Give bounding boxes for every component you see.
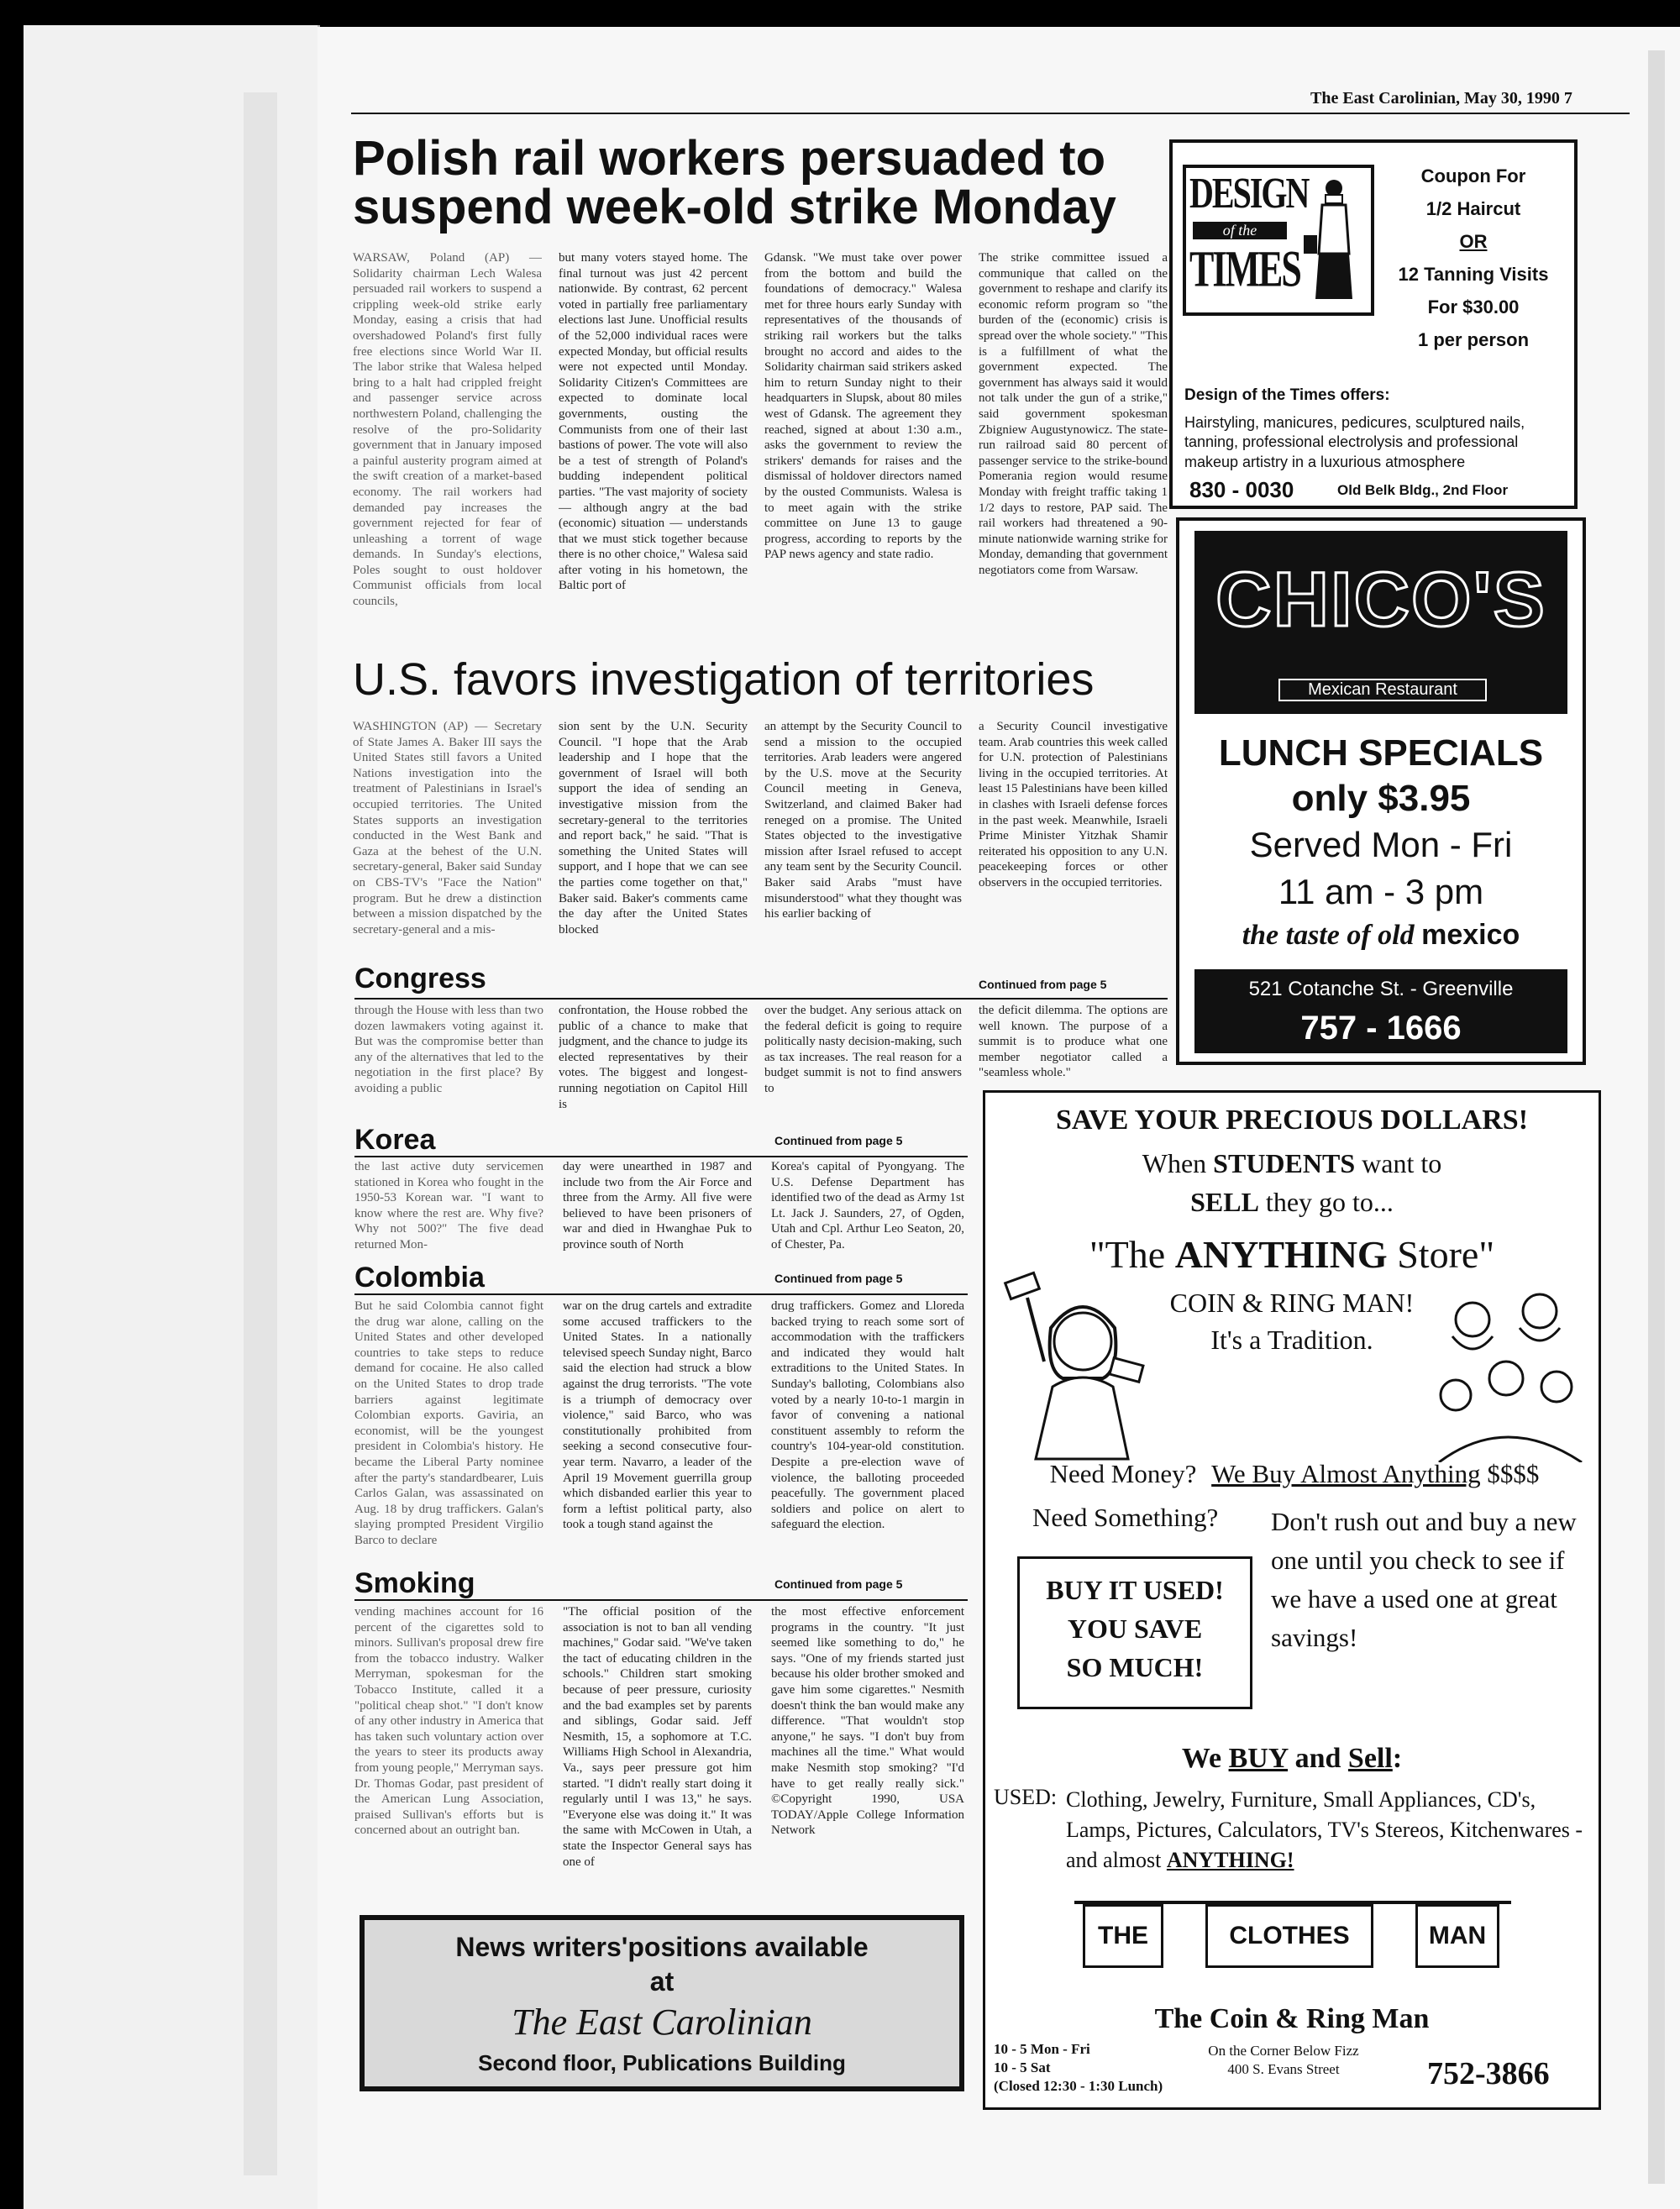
- binding-shadow: [244, 92, 277, 2175]
- congress-continued: Continued from page 5: [979, 978, 1107, 991]
- chicos-phone: 757 - 1666: [1300, 1010, 1462, 1047]
- colombia-col-1: But he said Colombia cannot fight the drug war alone, calling on the United States and other developed countries to take steps to reduce demand for cocaine. He also called on the United States to drop trade barriers against legitimate Colombian exports. Gaviria, an economist, will be the youngest president in Colombia's history. He became the Liberal Party nominee after the party's standardbearer, Luis Carlos Galan, was assassinated on Aug. 18 by drug traffickers. Galan's slaying prompted President Virgilio Barco to declare: [354, 1299, 543, 1547]
- smoking-heading: Smoking: [354, 1567, 475, 1599]
- loc-1: On the Corner Below Fizz: [1208, 2043, 1359, 2059]
- taste-mexico: mexico: [1421, 919, 1520, 951]
- rail-col-4: The strike committee issued a communique that called on the government to reshape and clarify its economic reform program so "the burden of the (economic) crisis is spread over the whole society." "This is a fulfillment of what the government expected. The government has always said it would not talk under the gun of a strike," said government spokesman Zbigniew Augustynowicz. The state-run railroad said 80 percent of passenger service to the strike-bound Pomerania region would resume Monday with freight traffic taking 1 1/2 days to restore, PAP said. The rail workers had threatened a 90-minute nationwide warning strike for Monday, demanding that government negotiators come from Warsaw.: [979, 251, 1168, 577]
- design-logo-top: DESIGN: [1189, 168, 1309, 218]
- design-logo-mid: of the: [1193, 222, 1287, 239]
- store-a: "The: [1089, 1233, 1166, 1276]
- rail-col-2: but many voters stayed home. The final turnout was just 42 percent nationwide. By contrast, 62 percent voted in partially free parliamentary elections last June. Unofficial results of the 52,000 individual races were expected Monday, but official results were not expected until Monday. Solidarity Citizen's Committees are expected to dominate local governments, ousting the Communists from one of their last bastions of power. The vote will also be a test of strength of Poland's budding independent political parties. "The vast majority of society — although angry at the bad (economic) situation — understands that we must stick together because there is no other choice," Walesa said after voting in his hometown, the Baltic port of: [559, 251, 748, 593]
- coin-ring-name: The Coin & Ring Man: [1154, 2003, 1430, 2034]
- taste-line: [1179, 919, 1583, 952]
- coupon-line-6: 1 per person: [1417, 329, 1530, 350]
- chicos-logo: CHICO'S: [1215, 557, 1546, 643]
- students-a: When: [1142, 1148, 1207, 1178]
- us-headline: U.S. favors investigation of territories: [353, 654, 1095, 705]
- writers-line-3: The East Carolinian: [512, 2002, 812, 2043]
- sell-a: SELL: [1190, 1187, 1259, 1217]
- smoking-col-1: vending machines account for 16 percent of the cigarettes sold to minors. Sullivan's proposal drew fire from the tobacco industry. Walker Merryman, spokesman for the Tobacco Institute, called it a "political cheap shot." "I don't know of any other industry in America that has taken such voluntary action over the years to steer its products away from young people," Merryman says. Dr. Thomas Godar, past president of the American Lung Association, praised Sullivan's efforts but is concerned about an outright ban.: [354, 1605, 543, 1838]
- hours-1: 10 - 5 Mon - Fri: [994, 2041, 1090, 2057]
- store-hours: [994, 2040, 1163, 2096]
- coupon-line-5: For $30.00: [1427, 296, 1520, 317]
- colombia-col-3: drug traffickers. Gomez and Lloreda backed trying to reach some sort of accommodation with the traffickers and indicated they would halt extraditions to the United States. In Sunday's balloting, Colombians also voted by a nearly 10-to-1 margin in favor of convening a national constituent assembly to reform the country's 104-year-old constitution. Despite a pre-election wave of violence, the balloting proceeded peacefully. The government placed soldiers and police on alert to safeguard the election.: [771, 1299, 964, 1532]
- served-hours: 11 am - 3 pm: [1278, 872, 1484, 911]
- sell-line: [985, 1187, 1599, 1218]
- writers-line-4: Second floor, Publications Building: [478, 2050, 846, 2075]
- korea-col-1: the last active duty servicemen stationed in Korea who fought in the 1950-53 Korean war. "I want to know where the rest are. Why five? Why not 500?" The five dead returned Mon-: [354, 1160, 543, 1251]
- buysell-c: and: [1294, 1743, 1341, 1774]
- design-address: Old Belk Bldg., 2nd Floor: [1337, 482, 1509, 498]
- smoking-continued: Continued from page 5: [774, 1577, 903, 1591]
- design-phone: 830 - 0030: [1189, 477, 1294, 502]
- congress-heading: Congress: [354, 963, 486, 994]
- hours-2: 10 - 5 Sat: [994, 2059, 1051, 2075]
- banner-the: THE: [1083, 1904, 1163, 1968]
- congress-col-4: the deficit dilemma. The options are well known. The purpose of a summit is to produce what one member negotiator called a "seamless whole.": [979, 1004, 1168, 1080]
- buy-used-1: BUY IT USED!: [1046, 1575, 1224, 1605]
- anything-store-ad: [983, 1090, 1601, 2110]
- chicos-footer: [1194, 969, 1567, 1053]
- korea-heading: Korea: [354, 1124, 436, 1156]
- congress-col-1: through the House with less than two dozen lawmakers voting against it. But was the compromise better than any of the alternatives that led to the negotiation in the first place? By avoiding a public: [354, 1004, 543, 1095]
- rail-col-3: Gdansk. "We must take over power from the bottom and build the foundations of democracy." Walesa met for three hours early Sunday with representatives of the thousands of striking rail workers but the talks brought no accord and aides to the Solidarity chairman said strikers asked him to return Sunday night to their headquarters in Slupsk, about 80 miles west of Gdansk. The agreement they reached, signed at about 1:30 a.m., asks the government to review the strikers' demands for raises and the dismissal of holdover directors named by the ousted Communists. Walesa is to meet again with the strike committee on June 13 to gauge progress, according to reports by the PAP news agency and state radio.: [764, 251, 962, 562]
- design-offers: Hairstyling, manicures, pedicures, sculptured nails, tanning, professional electrolysis and professional makeup artistry in a luxurious atmosphere: [1184, 414, 1525, 470]
- sell-b: they go to...: [1265, 1187, 1394, 1217]
- students-c: want to: [1362, 1148, 1442, 1178]
- page-edge: [1648, 50, 1665, 2184]
- used-label: USED:: [994, 1785, 1058, 1809]
- colombia-col-2: war on the drug cartels and extradite some accused traffickers to the United States. In a nationally televised speech Sunday night, Barco said the election had struck a blow against the drug terrorists. "The vote is a triumph of democracy over violence," said Barco, who was constitutionally prohibited from seeking a second consecutive four-year term. Navarro, a leader of the April 19 Movement guerrilla group which disbanded earlier this year to form a leftist political party, also took a tough stand against the: [563, 1299, 752, 1532]
- buysell-a: We: [1181, 1743, 1222, 1774]
- taste-text: the taste of old: [1242, 920, 1415, 951]
- design-coupon: [1374, 160, 1572, 356]
- need-money-line: [990, 1459, 1599, 1489]
- colombia-rule: [354, 1293, 968, 1295]
- news-writers-ad: [360, 1915, 964, 2091]
- design-logo-bottom: TIMES: [1189, 239, 1300, 298]
- store-location: [1187, 2042, 1380, 2079]
- smoking-col-3: the most effective enforcement programs in the country. "It just seemed like something to do," he says. "One of my friends started just because his older brother smoked and gave him some cigarettes." Nesmith doesn't think the ban would make any difference. "That wouldn't stop anyone," he says. "I don't buy from machines all the time." What would make Nesmith stop smoking? "I'd have to get really really sick." ©Copyright 1990, USA TODAY/Apple College Information Network: [771, 1605, 964, 1838]
- buy-used-3: SO MUCH!: [1066, 1652, 1204, 1682]
- coupon-line-1: Coupon For: [1420, 165, 1526, 186]
- design-of-the-times-ad: [1169, 139, 1578, 509]
- buysell-b: BUY: [1228, 1743, 1289, 1774]
- save-dollars: SAVE YOUR PRECIOUS DOLLARS!: [1055, 1104, 1529, 1136]
- buy-it-used-box: [1017, 1556, 1252, 1709]
- writers-line-2: at: [649, 1966, 675, 1996]
- buysell-d: Sell: [1347, 1743, 1393, 1774]
- chicos-address: 521 Cotanche St. - Greenville: [1248, 978, 1514, 1000]
- money-a: Need Money?: [1049, 1459, 1197, 1488]
- store-b: ANYTHING: [1174, 1233, 1388, 1276]
- rail-col-1: WARSAW, Poland (AP) — Solidarity chairman Lech Walesa persuaded rail workers to suspend a crippling week-old strike early Monday, easing a crisis that had overshadowed Poland's first fully free elections since World War II. The labor strike that Walesa helped bring to a halt had crippled freight and passenger service across northwestern Poland, challenging the resolve of the pro-Solidarity government that in January imposed a painful austerity program aimed at the swift creation of a market-based economy. The rail workers had demanded pay increases the government rejected for fear of unleashing a torrent of wage demands. In Sunday's elections, Poles sought to oust holdover Communist officials from local councils,: [353, 251, 542, 609]
- need-something: Need Something?: [1032, 1503, 1219, 1532]
- congress-col-3: over the budget. Any serious attack on the federal deficit is going to require politically nasty decision-making, such as tax increases. The real reason for a budget summit is not to find answers to: [764, 1004, 962, 1095]
- buy-and-sell: [985, 1743, 1599, 1775]
- banner-clothes: CLOTHES: [1205, 1904, 1373, 1968]
- banner-man: MAN: [1415, 1904, 1499, 1968]
- chicos-subtitle: Mexican Restaurant: [1278, 679, 1487, 701]
- dont-rush: Don't rush out and buy a new one until you check to see if we have a used one at great savings!: [1271, 1507, 1577, 1652]
- chicos-logo-panel: [1194, 531, 1567, 714]
- korea-col-3: Korea's capital of Pyongyang. The U.S. Defense Department has identified two of the dead as Army 1st Lt. Jack J. Saunders, 27, of Ogden, Utah and Cpl. Arthur Leo Seaton, 20, of Chester, Pa.: [771, 1160, 964, 1251]
- used-items: [1066, 1785, 1593, 1876]
- folio-rule: [351, 113, 1630, 114]
- smoking-col-2: "The official position of the association is not to ban all vending machines," Godar said. "We've taken the tact of educating children in the schools." Children start smoking because of peer pressure, curiosity and the bad examples set by parents and siblings, Godar said. Jeff Nesmith, 15, a sophomore at T.C. Williams High School in Alexandria, Va., says peer pressure got him started. "I didn't really start doing it regularly until I was 13," he says. "Everyone else was doing it." It was the same with McCowen in Utah, a state the Inspector General says has one of: [563, 1605, 752, 1869]
- smoking-rule: [354, 1599, 968, 1601]
- design-logo: [1183, 165, 1374, 316]
- korea-rule: [354, 1156, 968, 1157]
- lunch-price: only $3.95: [1291, 778, 1471, 819]
- coin-ring-man: COIN & RING MAN!: [1169, 1288, 1415, 1318]
- writers-line-1: News writers'positions available: [455, 1932, 869, 1962]
- buy-used-2: YOU SAVE: [1067, 1613, 1203, 1644]
- korea-continued: Continued from page 5: [774, 1134, 903, 1147]
- lunch-specials: LUNCH SPECIALS: [1218, 732, 1544, 774]
- crowd-people-icon: [1422, 1286, 1590, 1462]
- loc-2: 400 S. Evans Street: [1227, 2061, 1340, 2077]
- congress-col-2: confrontation, the House robbed the public of a chance to make that judgment, and the chance to judge its elected representatives by their votes. The biggest and longest-running negotiation on Capitol Hill is: [559, 1004, 748, 1111]
- colombia-continued: Continued from page 5: [774, 1272, 903, 1285]
- money-c: $$$$: [1487, 1459, 1540, 1488]
- hours-3: (Closed 12:30 - 1:30 Lunch): [994, 2078, 1163, 2094]
- design-offers-heading: Design of the Times offers:: [1184, 386, 1390, 404]
- students-b: STUDENTS: [1213, 1148, 1356, 1178]
- page-folio: The East Carolinian, May 30, 1990 7: [1310, 89, 1572, 108]
- rail-headline: Polish rail workers persuaded to suspend week-old strike Monday: [353, 131, 1116, 234]
- store-c: Store": [1397, 1233, 1495, 1276]
- congress-rule: [354, 998, 1168, 1000]
- coupon-line-2: 1/2 Haircut: [1425, 198, 1521, 219]
- fashion-figure-icon: [1297, 173, 1364, 306]
- store-phone: 752-3866: [1427, 2056, 1550, 2091]
- chicos-ad: [1176, 517, 1586, 1065]
- buysell-e: :: [1392, 1743, 1403, 1774]
- money-b: We Buy Almost Anything: [1211, 1459, 1481, 1488]
- students-line: [985, 1148, 1599, 1179]
- tradition: It's a Tradition.: [1210, 1325, 1373, 1355]
- served-days: Served Mon - Fri: [1249, 825, 1513, 864]
- money-woman-icon: [1002, 1269, 1153, 1462]
- used-items-text: Clothing, Jewelry, Furniture, Small Appliances, CD's, Lamps, Pictures, Calculators, TV's Stereos, Kitchenwares - and almost: [1066, 1787, 1583, 1872]
- us-col-1: WASHINGTON (AP) — Secretary of State James A. Baker III says the United States still favors a United Nations investigation into the treatment of Palestinians in Israel's occupied territories. The United States supports an investigation conducted in the West Bank and Gaza at the behest of the U.N. secretary-general, Baker said Sunday on CBS-TV's "Face the Nation" program. But he drew a distinction between a mission dispatched by the secretary-general and a mis-: [353, 720, 542, 937]
- us-col-2: sion sent by the U.N. Security Council. "I hope that the Arab leadership and I hope that the government of Israel will both support the idea of sending an investigative mission from the secretary-general to the territories and report back," he said. "That is something the United States will support, and I hope that we can see the parties come together on that," Baker said. Baker's comments came the day after the United States blocked: [559, 720, 748, 937]
- colombia-heading: Colombia: [354, 1262, 485, 1293]
- korea-col-2: day were unearthed in 1987 and include two from the Air Force and three from the Army. All five were believed to have been prisoners of war and died in Hwanghae Puk to province south of North: [563, 1160, 752, 1251]
- us-col-4: a Security Council investigative team. Arab countries this week called for U.N. protection of Palestinians living in the occupied territories. At least 15 Palestinians have been killed in clashes with Israeli defense forces in the past week. Meanwhile, Israeli Prime Minister Yitzhak Shamir reiterated his opposition to any U.N. peacekeeping forces or other observers in the occupied territories.: [979, 720, 1168, 889]
- coupon-line-3: OR: [1459, 231, 1488, 252]
- used-anything: ANYTHING!: [1166, 1848, 1294, 1872]
- us-col-3: an attempt by the Security Council to send a mission to the occupied territories. Arab leaders were angered by the U.S. move at the Security Council meeting in Geneva, Switzerland, and claimed Baker had reneged on a promise. The United States objected to the investigative mission after Israel refused to accept any team sent by the Security Council. Baker said Arabs "must have misunderstood" what they thought was his earlier backing of: [764, 720, 962, 921]
- coupon-line-4: 12 Tanning Visits: [1398, 264, 1549, 285]
